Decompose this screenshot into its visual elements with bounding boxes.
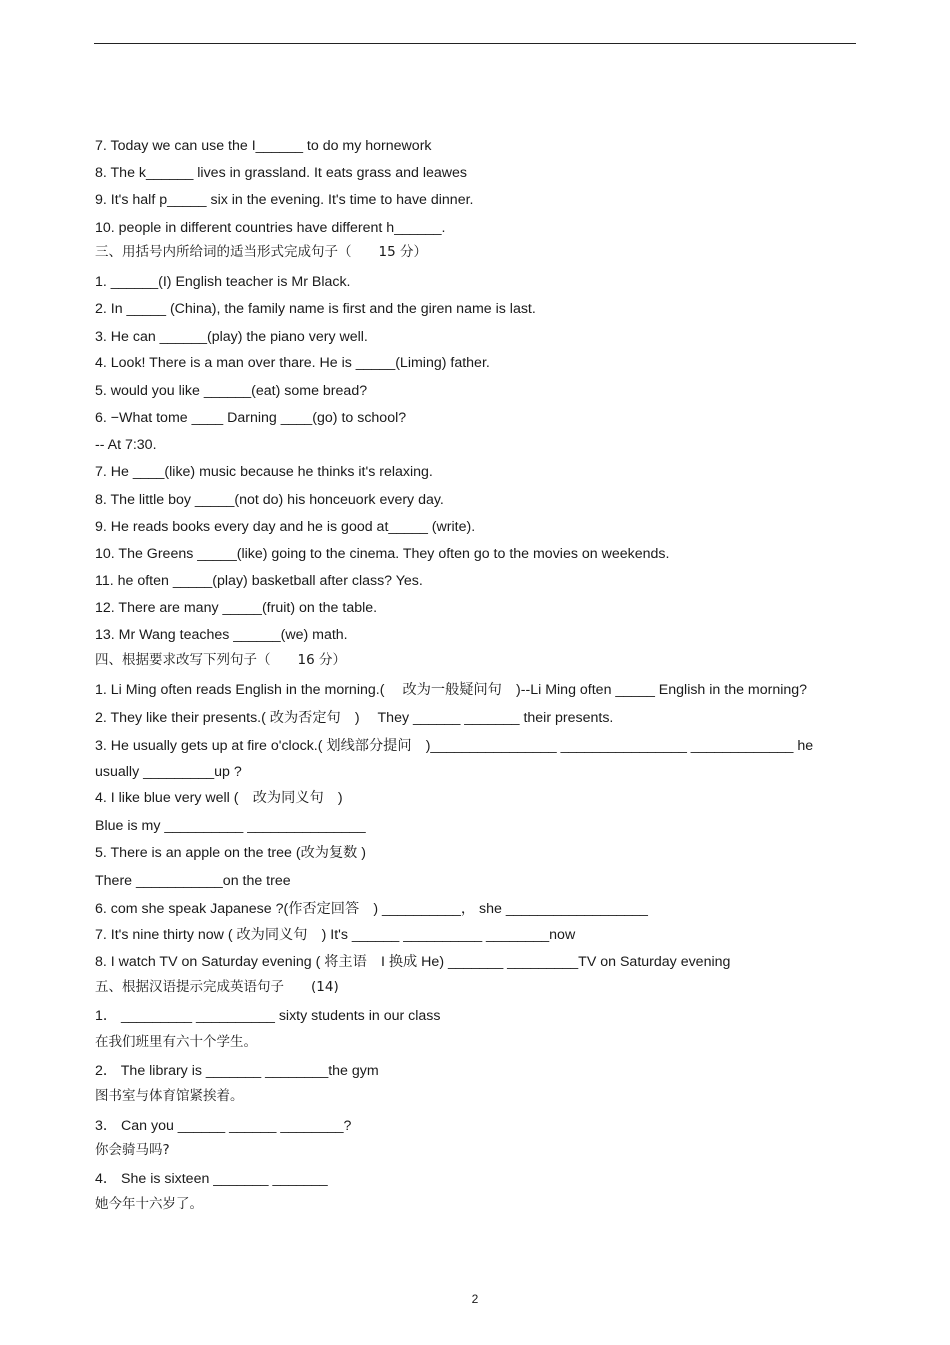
exercise-line: 2. They like their presents.( 改为否定句 ) They ______ _______ their presents. [95, 710, 614, 726]
exercise-line: 7. It's nine thirty now ( 改为同义句 ) It's ______ __________ ________now [95, 927, 576, 943]
translation-line: 图书室与体育馆紧挨着。 [95, 1088, 244, 1104]
exercise-line: usually _________up ? [95, 764, 242, 780]
exercise-line: 9. It's half p_____ six in the evening. It's time to have dinner. [95, 192, 474, 208]
exercise-line: 4. Look! There is a man over thare. He is _____(Liming) father. [95, 355, 490, 371]
header-rule [94, 43, 856, 44]
translation-line: 你会骑马吗? [95, 1142, 170, 1158]
section-heading: 四、根据要求改写下列句子（ 16 分） [95, 652, 346, 668]
exercise-line: 6. −What tome ____ Darning ____(go) to school? [95, 410, 407, 426]
exercise-line: 11. he often _____(play) basketball after class? Yes. [95, 573, 423, 589]
section-heading: 五、根据汉语提示完成英语句子 (14) [95, 979, 339, 995]
exercise-line: 6. com she speak Japanese ?(作否定回答 ) __________， she __________________ [95, 901, 648, 917]
exercise-line: 13. Mr Wang teaches ______(we) math. [95, 627, 348, 643]
exercise-line: 4． She is sixteen _______ _______ [95, 1171, 328, 1187]
exercise-line: 4. I like blue very well ( 改为同义句 ) [95, 790, 343, 806]
exercise-line: 5. would you like ______(eat) some bread? [95, 383, 368, 399]
exercise-line: 5. There is an apple on the tree (改为复数 ) [95, 845, 367, 861]
exercise-line: 12. There are many _____(fruit) on the table. [95, 600, 378, 616]
exercise-line: 8. The k______ lives in grassland. It eats grass and leawes [95, 165, 467, 181]
exercise-line: 2. In _____ (China), the family name is first and the giren name is last. [95, 301, 536, 317]
exercise-line: 9. He reads books every day and he is good at_____ (write). [95, 519, 476, 535]
exercise-line: -- At 7:30. [95, 437, 157, 453]
exercise-line: 1. ______(I) English teacher is Mr Black. [95, 274, 351, 290]
page-number: 2 [471, 1292, 479, 1306]
exercise-line: Blue is my __________ _______________ [95, 818, 366, 834]
exercise-line: 10. people in different countries have different h______. [95, 220, 446, 236]
exercise-line: 2． The library is _______ ________the gym [95, 1063, 379, 1079]
exercise-line: 7. He ____(like) music because he thinks it's relaxing. [95, 464, 433, 480]
exercise-line: 7. Today we can use the I______ to do my hornework [95, 138, 432, 154]
exercise-line: 1． _________ __________ sixty students in our class [95, 1008, 441, 1024]
exercise-line: 8. I watch TV on Saturday evening ( 将主语 I 换成 He) _______ _________TV on Saturday evening [95, 954, 731, 970]
exercise-line: 8. The little boy _____(not do) his honceuork every day. [95, 492, 444, 508]
translation-line: 她今年十六岁了。 [95, 1196, 203, 1212]
exercise-line: 3. He usually gets up at fire o'clock.( 划线部分提问 )________________ ________________ _____________ he [95, 738, 814, 754]
exercise-line: There ___________on the tree [95, 873, 291, 889]
translation-line: 在我们班里有六十个学生。 [95, 1034, 257, 1050]
exercise-line: 3． Can you ______ ______ ________? [95, 1118, 352, 1134]
exercise-line: 1. Li Ming often reads English in the morning.( 改为一般疑问句 )--Li Ming often _____ English in the morning? [95, 682, 808, 698]
exercise-line: 3. He can ______(play) the piano very well. [95, 329, 368, 345]
exercise-line: 10. The Greens _____(like) going to the cinema. They often go to the movies on weekends. [95, 546, 670, 562]
section-heading: 三、用括号内所给词的适当形式完成句子（ 15 分） [95, 244, 427, 260]
